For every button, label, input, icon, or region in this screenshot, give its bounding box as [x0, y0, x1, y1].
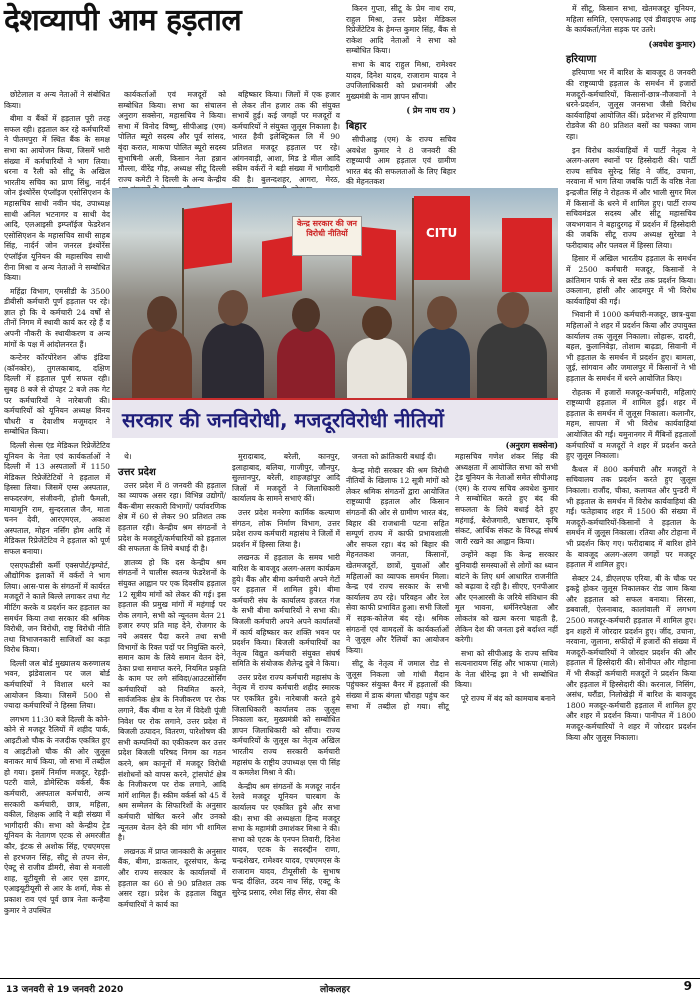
paragraph: केन्द्र मोदी सरकार की श्रम विरोधी नीतियों के खिलाफ 12 सूत्री मांगों को लेकर श्रमिक संगठनों द्वारा आयोजित राष्ट्रव्यापी हड़ताल और किसान संगठनों की ओर से ग्रामीण भारत बंद, बिहार की राजधानी पटना सहित सम्पूर्ण राज्य में काफी प्रभावशाली और सफल रहा। बंद को बिहार की मेहनतकश जनता, किसानों, खेतमजदूरों, छात्रों, युवाओं और महिलाओं का व्यापक समर्थन मिला। केन्द्र एवं राज्य सरकार के सभी कार्यालय ठप रहे। परिवहन और रेल सेवा काफी प्रभावित हुआ। सभी जिलों में सड़क-कोलेज बंद रहे। श्रमिक संगठनों एवं वामदलों के कार्यकर्ताओं ने जुलूस और रैलियों का आयोजन किया। [346, 465, 449, 655]
publication-name: लोकलहर [320, 985, 350, 995]
article-column-3-top [232, 90, 340, 186]
protest-photo [112, 188, 558, 438]
article-column-5 [566, 4, 696, 974]
paragraph: उन्होंने कहा कि केन्द्र सरकार बुनियादी समस्याओं से लोगों का ध्यान बांटने के लिए धर्म आधारित राजनीति को बढ़ावा दे रही है। सीएए, एनपीआर और एनआरसी के जरिये संविधान की मूल भावना, धर्मनिरपेक्षता और लोकतंत्र को खत्म करना चाहती है, लेकिन देश की जनता इसे बर्दाश्त नहीं करेगी। [455, 550, 558, 645]
protest-banner [112, 398, 558, 438]
paragraph: भिवानी में 1000 कर्मचारी-मजदूर, छात्र-युवा महिलाओं ने शहर में प्रदर्शन किया और उपायुक्त कार्यालय तक जुलूस निकाला। लोहारू, दादरी, बहल, कुलानिवेड़ा, तोशाम बाढ़डा, सिवानी में भी हड़ताल के समर्थन में प्रदर्शन हुए। बामला, जुई, सांगवान और जमालपुर में किसानों ने भी हड़ताल के समर्थन में धरने आयोजित किए। [566, 310, 696, 383]
paragraph: पूरे राज्य में बंद को कामयाब बनाने [461, 694, 556, 704]
paragraph: सभा के बाद राहुल मिश्रा, रामेश्वर यादव, दिनेश यादव, राजाराम यादव ने उपजिलाधिकारी को प्रधानमंत्री और मुख्यमंत्री के नाम ज्ञापन सौंपा। [346, 59, 456, 101]
paragraph: लगभग 11:30 बजे दिल्ली के कोने-कोने से मजदूर रैलियों में शहीद पार्क, आइटीओ चौक के नजदीक एकत्रित हुए व आइटीओ चौक की ओर जुलूस बनाकर मार्च किया, जो सभा में तब्दील हो गया। इसमें निर्माण मजदूर, रेहड़ी-पटरी वाले, डोमेस्टिक वर्कर्स, बैंक कर्मचारी, अस्पताल कर्मचारी, अन्य सरकारी कर्मचारी, छात्र, महिला, वकील, शिक्षक आदि ने बड़ी संख्या में भागीदारी की। सभा को केन्द्रीय ट्रेड यूनियन के नेतागण एटक से अमरजीत कौर, इंटक से अशोक सिंह, एचएमएस से हरभजन सिंह, सीटू से तपन सेन, ऐक्टू से राजीव डीमरी, सेवा से मनाली शाह, यूटीयूसी से आर एस डागर, एआइयूटीयूसी से आर के शर्मा, मेक से प्रकाश राव एवं पूर्व छात्र नेता कन्हैया कुमार ने उपस्थित [4, 714, 111, 915]
paragraph: सीटू के नेतृत्व में जमाल रोड से जुलूस निकला जो गांधी मैदान पहुंचकर संयुक्त बैनर में हड़तालों की संख्या में डाक बंगला चौराहा पहुंच कर सभा में तब्दील हो गया। सीटू महासचिव गणेश शंकर सिंह की अध्यक्षता में आयोजित सभा को सभी ट्रेड यूनियन के नेताओं समेत सीपीआइ (एम) के राज्य सचिव अवधेश कुमार ने सम्बोधित करते हुए बंद की सफलता के लिये बधाई देते हुए महंगाई, बेरोजगारी, भ्रष्टाचार, कृषि संकट, आर्थिक संकट के विरुद्ध संघर्ष जारी रखने का आह्वान किया। [346, 452, 558, 711]
article-column-1 [4, 90, 110, 974]
paragraph: छोटेलाल व अन्य नेताओं ने संबोधित किया। [4, 90, 110, 110]
section-heading-haryana: हरियाणा [566, 54, 597, 66]
issue-date: 13 जनवरी से 19 जनवरी 2020 [6, 985, 124, 995]
article-column-2-bottom [118, 452, 226, 974]
byline: ( प्रेम नाथ राय ) [406, 105, 456, 116]
paragraph: किरन गुप्ता, सीटू के प्रेम नाथ राय, राहुल मिश्रा, उत्तर प्रदेश मेडिकल रिप्रेजेंटेटिव के हेमन्त कुमार सिंह, बैंक से राकेश आदि नेताओं ने सभा को सम्बोधित किया। [346, 4, 456, 56]
paragraph: में सीटू, किसान सभा, खेतमजदूर यूनियन, महिला समिति, एसएफआइ एवं डीवाइएफ आइ के कार्यकर्ता/नेता सड़क पर उतरे। [566, 4, 696, 35]
banner-text: सरकार की जनविरोधी, मजदूरविरोधी नीतियों [122, 408, 444, 432]
paragraph: केन्द्रीय श्रम संगठनों के मजदूर नार्दन रेलवे मजदूर यूनियन चारबाग के कार्यालय पर एकत्रित हुये और सभा की। सभा की अध्यक्षता हिन्द मजदूर सभा के महामंत्री उमाशंकर मिश्रा ने की। सभा को एटक के एनपन तिवारी, दिनेश यादव, एटक के सदरुद्दीन राणा, चन्द्रशेखर, रामेश्वर यादव, एचएमएस के राजाराम यादव, टीयूसीसी के सुभाष चन्द्र दीक्षित, उदय नाथ सिंह, एक्टू के सुरेन्द्र प्रसाद, रमेश सिंह सेंगर, सेवा की [232, 781, 340, 897]
paragraph: कन्टेनर कॉरपोरेशन ऑफ इंडिया (कॉनकोर), तुगलकाबाद, दक्षिण दिल्ली में हड़ताल पूर्ण सफल रही। सुबह 8 बजे से दोपहर 2 बजे तक गेट पर कर्मचारियों ने नारेबाजी की। कर्मचारियों को यूनियन अध्यक्ष विनय चौधरी व देवाशीष मजूमदार ने सम्बोधित किया। [4, 353, 110, 437]
paragraph: कार्यकर्ताओं एवं मजदूरों को सम्बोधित किया। सभा का संचालन अनुराग सक्सेना, महासचिव ने किया। सभा में विनोद विष्णु, सीपीआइ (एम) पोलित ब्यूरो सदस्य और पूर्व सांसद, बृंदा करात, माकपा पोलित ब्यूरो सदस्य सुभाषिनी अली, किसान नेता हन्नान मौल्ला, वीरेंद्र गौड़, अध्यक्ष सीटू दिल्ली राज्य कमेटी ने दिल्ली के अन्य केन्द्रीय [118, 90, 226, 184]
paragraph: लखनऊ में प्राप्त जानकारी के अनुसार बैंक, बीमा, डाकतार, दूरसंचार, केन्द्र और राज्य सरकार के कार्यालयों में हड़ताल का 60 से 90 प्रतिशत तक असर रहा। प्रदेश के हड़ताल विद्युत कर्मचारियों ने कार्य का [118, 846, 226, 909]
article-column-4-bottom [346, 452, 558, 974]
paragraph: रोहतक में हजारों मजदूर-कर्मचारी, महिलाएं राष्ट्रव्यापी हड़ताल में शामिल हुईं। शहर में हड़ताल के समर्थन में जुलूस निकाला। कलानौर, महम, सापला में भी विरोध कार्यवाहियां आयोजित की गईं। यमुनानगर में मैंबिनों हड़तालों कर्मचारियों व मजदूरों ने शहर में प्रदर्शन करते हुए जुलूस निकाला। [566, 387, 696, 461]
page-headline: देशव्यापी आम हड़ताल [4, 3, 242, 38]
paragraph: मुरादाबाद, बरेली, कानपुर, इलाहाबाद, बलिया, गाजीपुर, जौनपुर, सुल्तानपुर, बरेली, शाहजहांपुर आदि जिलों में मजदूरों ने जिलाधिकारी कार्यालय के सामने सभाएं कीं। [232, 452, 340, 504]
paragraph: बहिष्कार किया। जिलों में एक हजार से लेकर तीन हजार तक की संयुक्त सभायें हुई। कई जगहों पर मजदूरों व कर्मचारियों ने संयुक्त जुलूस निकाला है। भारत हैवी इलेक्ट्रिकल लि में 90 प्रतिशत मजदूर हड़ताल पर रहे। आंगनवाड़ी, आशा, मिड डे मील आदि स्कीम वर्करों ने बड़ी संख्या में भागीदारी की है। बुलन्दशहर, आगरा, मेरठ, [232, 90, 340, 184]
photo-credit: (अनुराग सक्सेना) [505, 440, 558, 450]
paragraph: सीपीआइ (एम) के राज्य सचिव अवधेश कुमार ने 8 जनवरी की राष्ट्रव्यापी आम हड़ताल एवं ग्रामीण भारत बंद की सफलताओं के लिए बिहार की मेहनतकश [346, 134, 456, 187]
page-number: 9 [683, 979, 692, 993]
paragraph: इन विरोध कार्यवाहियों में पार्टी नेतृत्व ने अलग-अलग स्थानों पर हिस्सेदारी की। पार्टी राज्य सचिव सुरेन्द्र सिंह ने जींद, उचाना, नरवाना में भाग लिया जबकि पार्टी के वरिष्ठ नेता इन्द्रजीत सिंह ने रोहतक में और भाली सुगर मिल में किसानों के धरने में शामिल हुए। पार्टी राज्य सचिवमंडल सदस्य और सीटू महासचिव जयभगवान ने बहादुरगढ़ में प्रदर्शन में हिस्सेदारी की जबकि सीटू राज्य अध्यक्ष सुरेखा ने फरीदाबाद और पलवल में हिस्सा लिया। [566, 145, 696, 250]
protest-placard: केन्द्र सरकार की जन विरोधी नीतियों [292, 216, 362, 256]
article-column-3-bottom [232, 452, 340, 974]
paragraph: दिल्ली सेल्स एंड मेडिकल रिप्रेजेंटेटिव यूनियन के नेता एवं कार्यकर्ताओं ने दिल्ली में 13 अस्पतालों में 1150 मेडिकल रिप्रेजेंटेटिवों ने हड़ताल में हिस्सा लिया। जिसमें एम्स अस्पताल, सफदरजंग, संजीवनी, होली फैमली, मायामूनि राम, सुन्दरलाल जैन, माता चनन देवी, आरएमएल, अकाश अस्पताल, मोहन नर्सिंग होम आदि में मेडिकल रिप्रेजेंटेटिव ने हड़ताल को पूर्ण सफल बनाया। [4, 441, 110, 556]
section-heading-uttar-pradesh: उत्तर प्रदेश [118, 466, 156, 478]
byline: (अवधेश कुमार) [648, 38, 696, 49]
paragraph: सभा को सीपीआइ के राज्य सचिव सत्यनारायण सिंह और भाकपा (माले) के नेता धीरेन्द्र झा ने भी सम्बोधित किया। [455, 648, 558, 690]
paragraph: हरियाणा भर में बारिश के बावजूद 8 जनवरी की राष्ट्रव्यापी हड़ताल के समर्थन में हजारों मजदूरों-कर्मचारियों, किसानों-छात्र-नौजवानों ने धरने-प्रदर्शन, जुलूस जनसभा जैसी विरोध कार्यवाहियां आयोजित कीं। प्रदेशभर में हरियाणा रोडवेज की 80 प्रतिशत बसों का चक्का जाम रहा। [566, 68, 696, 141]
paragraph: महिंद्रा विभाग, एमसीडी के 3500 डीबीसी कर्मचारी पूर्ण हड़ताल पर रहे। ज्ञात हो कि ये कर्मचारी 24 वर्षों से तीनों निगम में स्थायी कार्य कर रहे हैं व अपनी नौकरी के स्थायीकरण व अन्य मांगों के पक्ष में आंदोलनरत हैं। [4, 286, 110, 349]
paragraph: ज्ञातव्य हो कि दस केन्द्रीय श्रम संगठनों ने चालीस स्वतन्त्र फेडरेशनों के संयुक्त आह्वान पर एक दिवसीय हड़ताल 12 सूत्रीय मांगों को लेकर की गई। इस हड़ताल की प्रमुख मांगों में महंगाई पर रोक लगाने, सभी को न्यूनतम वेतन 21 हजार रुपए प्रति माह देने, रोजगार के नये अवसर पैदा करने तथा सभी विभागों के रिक्त पदों पर नियुक्ति करने, समान काम के लिये समान वेतन देने, ठेका प्रथा समाप्त करने, नियमित प्रकृति के काम पर लगे संविदा/आउटसोर्सिंग कर्मचारियों को नियमित करने, सार्वजनिक क्षेत्र के निजीकरण पर रोक लगाने, बैंक बीमा व रेल में विदेशी पूंजी निवेश पर रोक लगाने, उत्तर प्रदेश में बिजली उत्पादन, वितरण, पारेशोषण की सभी कम्पनियों का एकीकरण कर उत्तर प्रदेश बिजली परिषद निगम का गठन करने, श्रम कानूनों में मजदूर विरोधी संशोधनों को वापस करने, ट्रांसपोर्ट क्षेत्र के निजीकरण पर रोक लगाने, आदि मांगें शामिल हैं। स्कीम वर्कर्स को 45 वें श्रम सम्मेलन के सिफारिशों के अनुसार कर्मचारी घोषित करने और उनको न्यूनतम वेतन देने की मांग भी शामिल है। [118, 557, 226, 843]
paragraph: सेक्टर 24, डीएलएफ एरिया, बी के चौक पर इकट्ठे होकर जुलूस निकालकर रोड जाम किया और हड़ताल को सफल बनाया। सिरसा, डबवाली, ऐलनाबाद, कालांवाली में लगभग 2500 मजदूर-कर्मचारी हड़ताल में शामिल हुए। इन शहरों में जोरदार प्रदर्शन हुए। जींद, उचाना, नरवाना, जुलाना, सफीदों में हजारों की संख्या में मजदूरों-कर्मचारियों ने जोरदार प्रदर्शन की और हड़ताल में हिस्सेदारी की। सोनीपत और गोहाना में भी सैकड़ों कर्मचारी मजदूरों ने प्रदर्शन किया और हड़ताल में हिस्सेदारी की। करनाल, निसिंग, असंध, घरौंडा, निलोखेड़ी में बारिश के बावजूद 1800 मजदूर-कर्मचारी हड़ताल में शामिल हुए और शहर में प्रदर्शन किया। पानीपत में 1800 मजदूर-कर्मचारियों ने शहर में जोरदार प्रदर्शन किया और जुलूस निकाला। [566, 573, 696, 742]
paragraph: उत्तर प्रदेश राज्य कर्मचारी महासंघ के नेतृत्व में राज्य कर्मचारी शहीद स्मारक पर एकत्रित हुये। नारेबाजी करते हुये जिलाधिकारी कार्यालय तक जुलूस निकाला कर, मुख्यमंत्री को सम्बोधित ज्ञापन जिलाधिकारी को सौंपा। राज्य कर्मचारियों के जुलूस का नेतृत्व अखिल भारतीय राज्य सरकारी कर्मचारी महासंघ के राष्ट्रीय उपाध्यक्ष एस पी सिंह व कमलेश मिश्रा ने की। [232, 672, 340, 778]
flag-text: CITU [426, 226, 458, 240]
section-heading-bihar: बिहार [346, 120, 367, 132]
paragraph: उत्तर प्रदेश मनरेगा कार्मिक कल्याण संगठन, लोक निर्माण विभाग, उत्तर प्रदेश राज्य कर्मचारी महासंघ ने जिलों में प्रदर्शन में हिस्सा लिया है। [232, 507, 340, 549]
paragraph: हिसार में अखिल भारतीय हड़ताल के समर्थन में 2500 कर्मचारी मजदूर, किसानों ने क्रांतिमान पार्क से बस स्टेंड तक प्रदर्शन किया। उकलाना, हांसी और आदमपुर में भी विरोध कार्यवाहियां की गईं। [566, 254, 696, 306]
paragraph: उत्तर प्रदेश में 8 जनवरी की हड़ताल का व्यापक असर रहा। विभिन्न उद्योगों/बैंक-बीमा सरकारी विभागों/ पर्यावरणिक क्षेत्र में 60 से लेकर 90 प्रतिशत तक हड़ताल रही। केन्द्रीय श्रम संगठनों ने प्रदेश के मजदूरों/कर्मचारियों को हड़ताल की सफलता के लिये बधाई दी है। [118, 480, 226, 554]
paragraph: थे। [124, 452, 132, 461]
paragraph: कैथल में 800 कर्मचारी और मजदूरों ने सचिवालय तक प्रदर्शन करते हुए जुलूस निकाला। राजौंद, चीका, कलायत और पुन्डरी में भी हड़ताल के समर्थन में विरोध कार्यवाहियां की गईं। फतेहाबाद शहर में 1500 की संख्या में मजदूरों-कर्मचारियों-किसानों ने हड़ताल के समर्थन में जुलूस निकाला। रतिया और टोहाना में भी प्रदर्शन किए गए। फरीदाबाद में बारिश होने के बावजूद अलग-अलग जगहों पर मजदूर हड़ताल में शामिल हुए। [566, 464, 696, 570]
paragraph: एसएफडीसी कर्मी एक्सपोर्ट/इम्पोर्ट, औद्योगिक इलाकों में वर्करों ने भाग लिया। आस-पास के संगठनों में कार्यरत मजदूरों ने काले बिल्ले लगाकर तथा गेट मीटिंग करके व प्रदर्शन कर हड़ताल का समर्थन किया तथा सरकार की श्रमिक विरोधी, जन विरोधी, राष्ट्र विरोधी नीति तथा विभाजनकारी साजिशों का कड़ा विरोध किया। [4, 560, 110, 655]
paragraph: बीमा व बैंकों में हड़ताल पूरी तरह सफल रही। हड़ताल कर रहे कर्मचारियों ने पीतमपुरा में स्थित बैंक के समक्ष सभा का आयोजन किया, जिसमें भारी संख्या में कर्मचारियों ने भाग लिया। धरना व रैली को सीटू के अखिल भारतीय सचिव का प्राण सिंधु, नार्दर्न जोन इंश्योरेंस एंप्लॉइज एसोसिएशन के महासचिव साथी नवीन चंद, उपाध्यक्ष साथी अनिल भटनागर व साथी वेद आदि, एलआइसी इम्प्लॉईज फेडरेशन एसोसिएशन के महासचिव साथी साहब सिंह, नार्दर्न जोन जनरल इंश्योरेंस एंप्लॉईज यूनियन की महासचिव साथी रीना मिश्रा व अन्य नेताओं ने सम्बोधित किया। [4, 114, 110, 283]
article-column-2-top [118, 90, 226, 186]
page-footer [0, 978, 700, 995]
paragraph: जनता को क्रांतिकारी बधाई दी। [352, 452, 437, 461]
article-column-4-top [346, 4, 456, 186]
paragraph: लखनऊ में हड़ताल के समय भारी बारिश के बावजूद अलग-अलग कार्यक्रम हुये। बैंक और बीमा कर्मचारी अपने गेटों पर हड़ताल में शामिल हुये। बीमा कर्मचारी संघ के कार्यालय हजरत गंज के सभी बीमा कर्मचारियों ने सभा की। बिजली कर्मचारी अपने अपने कार्यालयों में कार्य बहिष्कार कर शक्ति भवन पर प्रदर्शन किया। बिजली कर्मचारियों का नेतृत्व विद्युत कर्मचारी संयुक्त संघर्ष समिति के संयोजक शैलेन्द्र दुबे ने किया। [232, 553, 340, 669]
paragraph: दिल्ली जल बोर्ड मुख्यालय करुणालय भवन, झंडेवालान पर जल बोर्ड कर्मचारियों ने विशाल धरने का आयोजन किया। जिसमें 500 से ज्यादा कर्मचारियों ने हिस्सा लिया। [4, 658, 110, 711]
